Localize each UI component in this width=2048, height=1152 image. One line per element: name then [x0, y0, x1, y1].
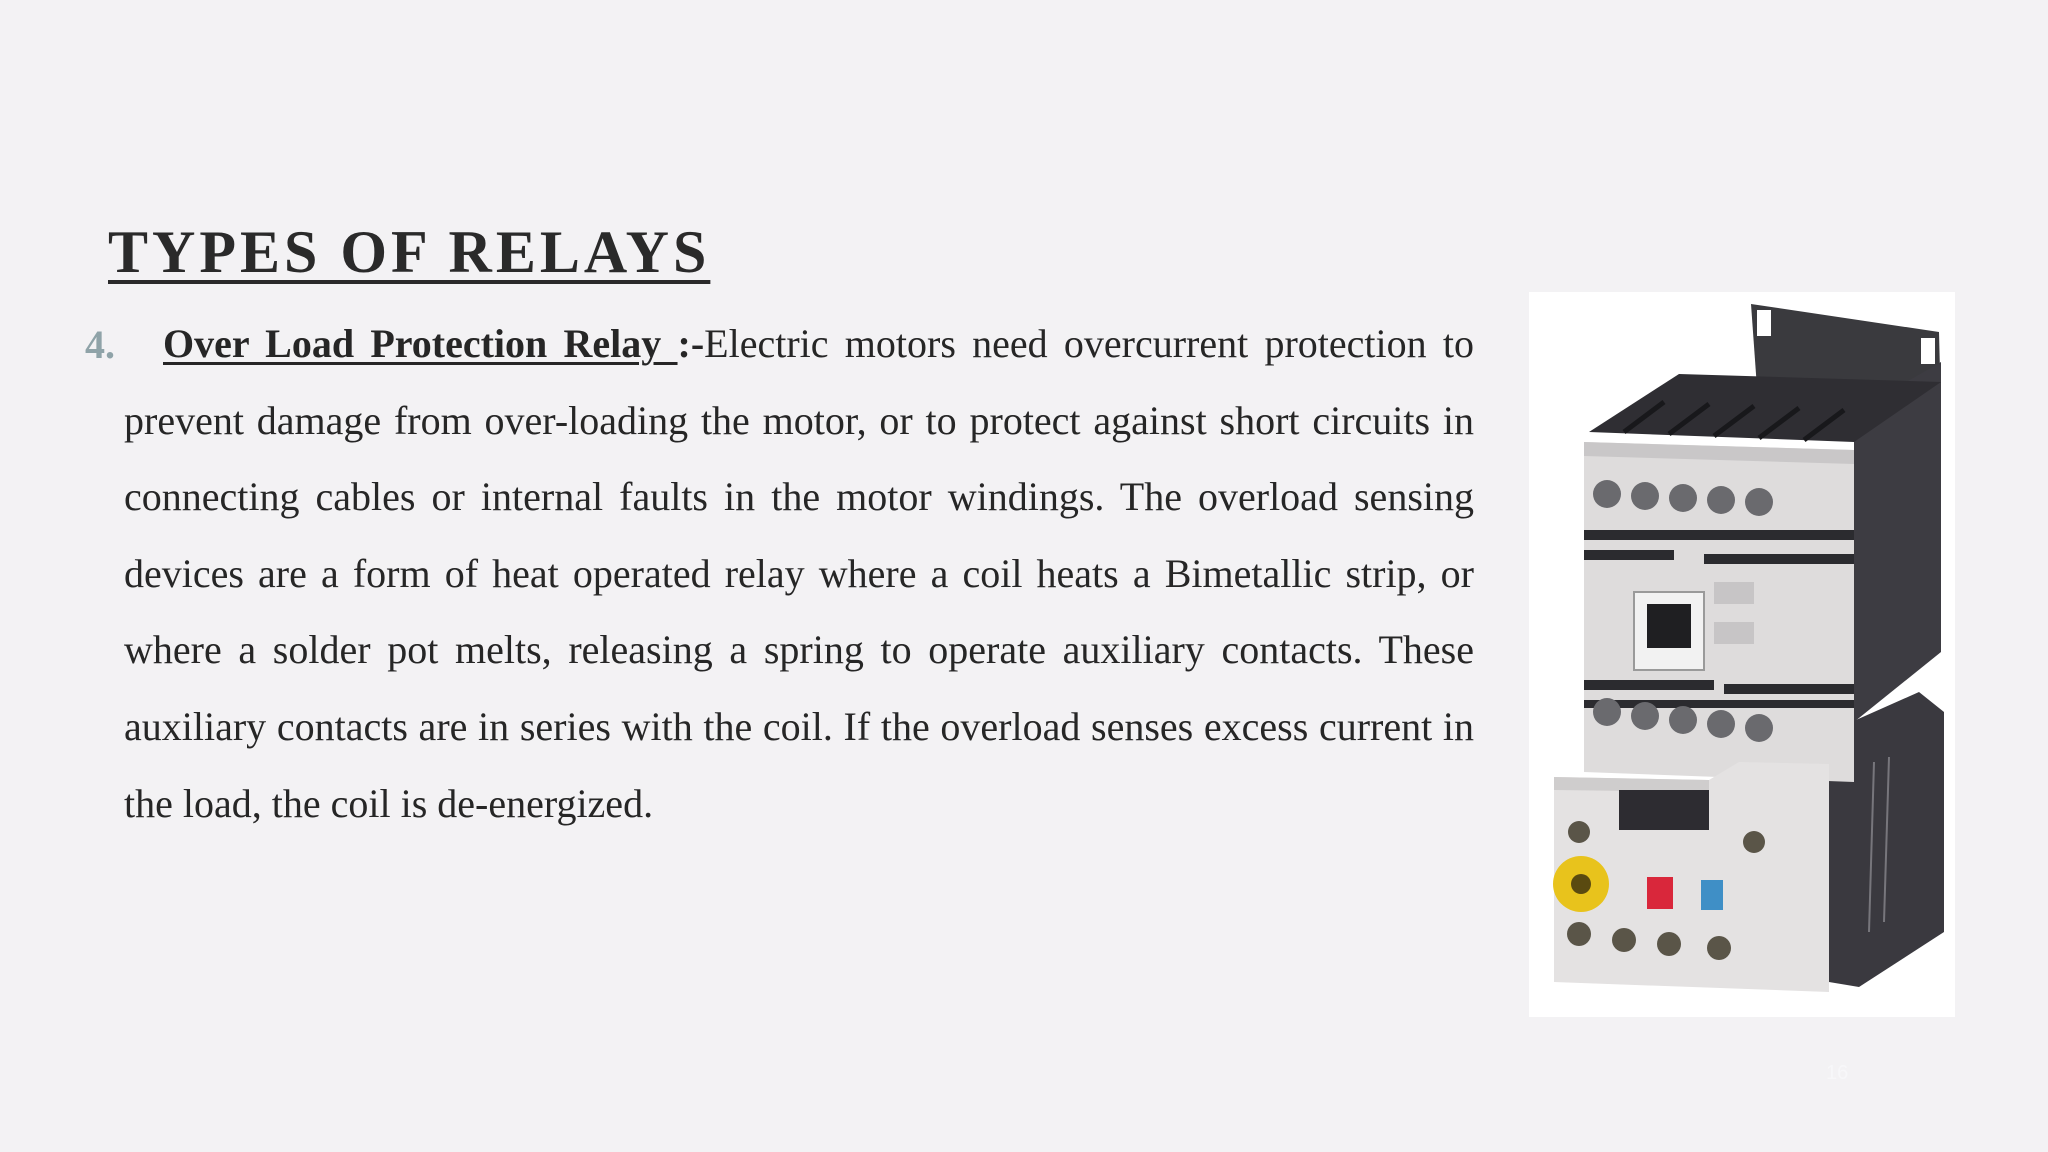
term-separator: :- — [677, 321, 705, 366]
slide-title: TYPES OF RELAYS — [108, 219, 711, 285]
list-number: 4. — [85, 322, 115, 367]
overload-relay-illustration — [1529, 292, 1955, 1017]
slide-number: 16 — [1826, 1062, 1849, 1084]
relay-description-text: Electric motors need overcurrent protection to prevent damage from over-loading the motor, or to protect against short circuits in connecting cables or internal faults in the motor windings. The overload sensing devices are a form of heat operated relay where a coil heats a Bimetallic strip, or where a solder pot melts, releasing a spring to operate auxiliary contacts. These auxiliary contacts are in series with the coil. If the overload senses excess current in the load, the coil is de-energized. — [124, 321, 1474, 826]
relay-photo — [1529, 292, 1955, 1017]
relay-description — [124, 306, 1474, 842]
relay-term: Over Load Protection Relay — [163, 321, 678, 366]
